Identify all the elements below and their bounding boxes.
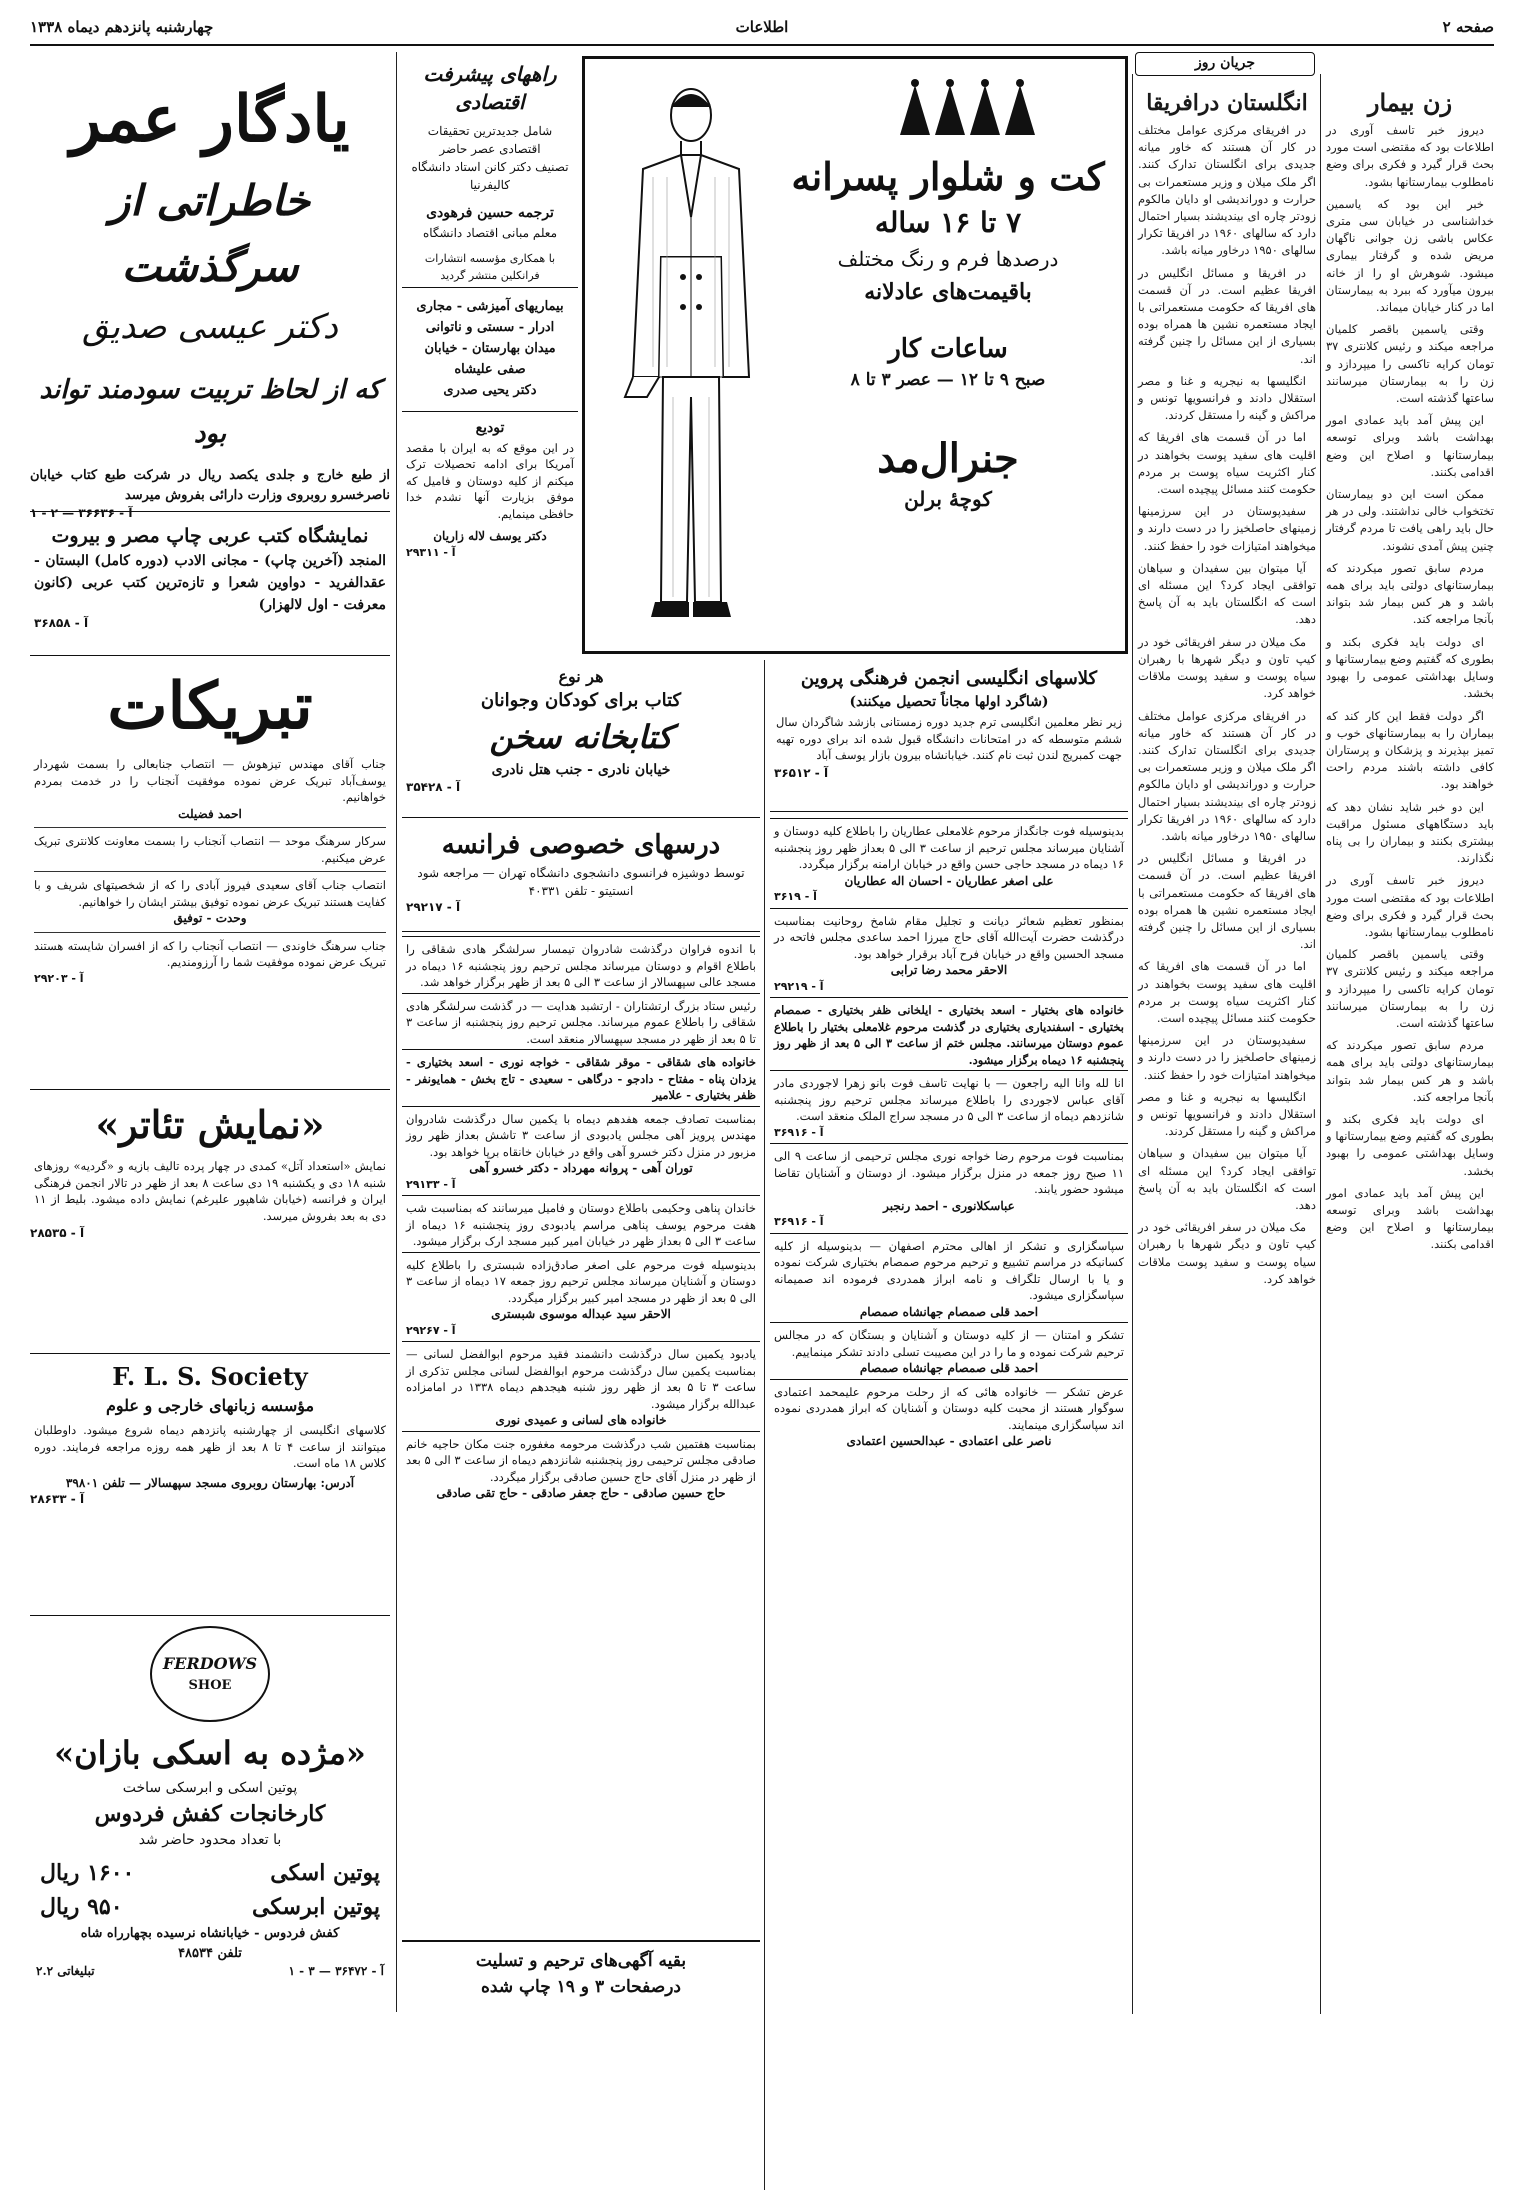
ad-subtitle: خاطراتی از سرگذشت <box>109 176 311 291</box>
ad-code: آ - ۲۹۲۱۷ <box>406 900 461 914</box>
ad-title: «مژده به اسکی بازان» <box>54 1734 366 1772</box>
obituary-notice <box>402 993 760 1050</box>
notice-signature: الاحقر محمد رضا ترابی <box>890 963 1008 977</box>
ad-title: درسهای خصوصی فرانسه <box>441 830 721 860</box>
article-paragraph: اما در آن قسمت های افریقا که اقلیت های سفید پوست بخواهند در کنار اکثریت سیاه پوست بر مردم حکومت کنند مسائل پیچیده است. <box>1138 959 1316 1025</box>
article-paragraph: این دو خبر شاید نشان دهد که باید دستگاههای مسئول مراقبت بیشتری بکنند و بیماران را بی پناه نگذارند. <box>1326 799 1494 866</box>
notice-text: خانواده های بختیار - اسعد بختیاری - ایلخانی ظفر بختیاری - صمصام بختیاری - اسفندیاری بختیاری در گذشت مرحوم غلامعلی بختیار را باطلاع عموم دوستان میرسانند. مجلس ختم از ساعت ۳ الی ۵ بعد از ظهر روز پنجشنبه ۱۶ دیماه برگزار میشود. <box>774 1003 1125 1067</box>
ad-children-books <box>402 662 760 818</box>
ad-line: معلم مبانی اقتصاد دانشگاه <box>422 226 558 240</box>
ad-line: صفی علیشاه <box>454 362 526 377</box>
ad-arabic-books <box>30 518 390 656</box>
article-title: انگلستان درافریقا <box>1146 90 1308 116</box>
masthead-rule <box>30 44 1494 46</box>
congrats-notice <box>30 752 390 989</box>
price-row <box>30 1856 390 1890</box>
ad-title: F. L. S. Society <box>112 1362 308 1391</box>
ad-text: توسط دوشیزه فرانسوی دانشجوی دانشگاه تهران — مراجعه شود انستیتو - تلفن ۴۰۳۳۱ <box>417 866 745 898</box>
notice-text: بمناسبت فوت مرحوم رضا خواجه نوری مجلس ترحیمی از ساعت ۹ الی ۱۱ صبح روز جمعه در منزل برگزار میشود. از دوستان و آشنایان تقاضا میشود حضور یابند. <box>774 1149 1124 1196</box>
notice-signature: احمد فضیلت <box>178 806 242 821</box>
product-price: ۹۵۰ ریال <box>40 1894 123 1920</box>
product-name: پوتین ابرسکی <box>252 1894 380 1920</box>
price-row <box>30 1890 390 1924</box>
ad-brand: کارخانجات کفش فردوس <box>94 1801 326 1827</box>
notice-text: خاندان پناهی وحکیمی باطلاع دوستان و فامیل میرسانند که بمناسبت شب هفت مرحوم یوسف پناهی مراسم یادبودی روز پنجشنبه ۱۶ دیماه از ساعت ۳ الی ۵ بعداز ظهر در خیابان امیر کبیر مسجد ارک برگزار میشود. <box>406 1201 756 1248</box>
notice-text: رئیس ستاد بزرگ ارتشتاران - ارتشبد هدایت — در گذشت سرلشگر هادی شقاقی را باطلاع عموم میرساند. مجلس ترحیم روز پنجشنبه از ساعت ۳ تا ۵ بعد از ظهر در مسجد سپهسالار منعقد است. <box>406 998 756 1046</box>
article-paragraph: مردم سابق تصور میکردند که بیمارستانهای دولتی باید برای همه باشد و هر کس بیمار شد بتواند بآنجا مراجعه کند. <box>1326 560 1494 627</box>
ad-title: نمایشگاه کتب عربی چاپ مصر و بیروت <box>51 525 369 547</box>
ad-motto: که از لحاظ تربیت سودمند تواند بود <box>39 375 381 449</box>
note-line: درصفحات ۳ و ۱۹ چاپ شده <box>481 1977 681 1997</box>
ad-note: با تعداد محدود حاضر شد <box>138 1832 282 1848</box>
ad-english-classes <box>770 662 1128 812</box>
more-notices-note <box>402 1940 760 2006</box>
brand-logo-icon <box>895 75 1055 145</box>
ad-title: «نمایش تئاتر» <box>95 1102 325 1147</box>
notice-signature: ناصر علی اعتمادی - عبدالحسین اعتمادی <box>846 1434 1052 1448</box>
ad-text: کلاسهای انگلیسی از چهارشنبه پانزدهم دیماه شروع میشود. داوطلبان میتوانند از ساعت ۴ تا ۸ بعد از ظهر همه روزه مراجعه فرمایند. دوره کلاس ۱۸ ماه است. <box>34 1423 386 1470</box>
obituary-notice <box>402 1252 760 1342</box>
product-name: پوتین اسکی <box>270 1860 380 1886</box>
ad-code: آ - ۳۵۴۲۸ <box>406 780 461 794</box>
column-head-label: جریان روز <box>1135 52 1315 76</box>
ad-title: کتابخانه سخن <box>489 718 673 756</box>
obituary-notice <box>770 1070 1128 1143</box>
obituary-notice <box>402 1106 760 1196</box>
ad-line: تصنیف دکتر کانن استاد دانشگاه کالیفرنیا <box>411 160 569 192</box>
notice-text: جناب آقای مهندس تیزهوش — انتصاب جنابعالی را بسمت شهردار یوسف‌آباد تبریک عرض نموده موفقیت آنجناب را در خدمت بمردم خواهانیم. <box>34 757 386 804</box>
ad-code: آ - ۲۹۲۶۷ <box>406 1323 456 1337</box>
ad-text: زیر نظر معلمین انگلیسی ترم جدید دوره زمستانی بازشد شاگردان سال ششم متوسطه که در امتحانات دانشگاه قبول شده اند برای دوره تهیه جهت کمبریج لندن ثبت نام کنند. خیابانشاه بیرون بازار یوسف آباد <box>776 715 1122 762</box>
article-paragraph: انگلیسها به نیجریه و غنا و مصر استقلال دادند و فرانسویها تونس و مراکش و گینه را مستقل کردند. <box>1138 1089 1316 1139</box>
article-paragraph: این پیش آمد باید عمادی امور بهداشت باشد وبرای توسعه بیمارستانها و اصلاح این وضع اقدامی بکنند. <box>1326 1185 1494 1252</box>
ad-code: آ - ۲۹۳۱۱ <box>406 545 456 559</box>
article-paragraph: وقتی یاسمین باقصر کلمیان مراجعه میکند و رئیس کلانتری ۳۷ تومان کرایه تاکسی را میپردازد و زن را به بیمارستان میرسانند ساعتها گذشته است. <box>1326 322 1494 406</box>
notice-text: جناب سرهنگ خاوندی — انتصاب آنجناب را که از افسران شایسته هستند تبریک عرض نموده موفقیت شما را آرزومندیم. <box>34 938 386 969</box>
notice-title: تودیع <box>475 420 505 436</box>
product-price: ۱۶۰۰ ریال <box>40 1860 135 1886</box>
obituary-notice <box>770 908 1128 998</box>
obituary-notice <box>770 1143 1128 1233</box>
ad-footer <box>30 1964 390 1978</box>
ad-title: کلاسهای انگلیسی انجمن فرهنگی پروین <box>800 668 1098 689</box>
ad-line: دکتر یحیی صدری <box>443 383 537 398</box>
column-divider <box>1320 74 1321 2014</box>
ad-congratulations <box>30 662 390 1090</box>
ad-title: یادگار عمر <box>70 82 350 157</box>
ad-code: آ - ۲۹۲۱۹ <box>774 979 824 993</box>
notice-text: تشکر و امتنان — از کلیه دوستان و آشنایان و بستگان که در مجالس ترحیم شرکت نموده و ما را در این مصیبت تسلی دادند تشکر مینماییم. <box>774 1328 1124 1359</box>
article-paragraph: در افریقا و مسائل انگلیس در افریقا عظیم است. در آن قسمت های افریقا که حکومت مستعمراتی با ایجاد مستعمره نشین ها همراه بوده بسیاری از این مسائل را چنین گرفته اند. <box>1138 265 1316 366</box>
article-paragraph: سفیدپوستان در این سرزمینها زمینهای حاصلخیز را در دست دارند و میخواهند امتیازات خود را حفظ کنند. <box>1138 1033 1316 1082</box>
article-paragraph: در افریقا و مسائل انگلیس در افریقا عظیم است. در آن قسمت های افریقا که حکومت مستعمراتی با ایجاد مستعمره نشین ها همراه بوده بسیاری از این مسائل را چنین گرفته اند. <box>1138 851 1316 952</box>
section-title: تبریکات <box>30 662 390 752</box>
notice-signature: خانواده های لسانی و عمیدی نوری <box>495 1413 667 1427</box>
page-number: صفحه ۲ <box>1442 18 1494 36</box>
notice-signature: دکتر یوسف لاله زاریان <box>433 529 547 543</box>
notice-text: انا لله وانا الیه راجعون — با نهایت تاسف فوت بانو زهرا لاجوردی مادر آقای عباس لاجوردی را باطلاع میرساند مجلس ترحیم روز پنجشنبه شانزدهم دیماه از ساعت ۳ الی ۵ در مسجد سراج الملک منعقد است. <box>774 1076 1124 1123</box>
notice-signature: احمد قلی صمصام جهانشاه صمصام <box>859 1304 1039 1319</box>
ad-code: آ - ۳۶۹۱۶ <box>774 1125 824 1139</box>
notice-signature: حاج حسین صادقی - حاج جعفر صادقی - حاج تقی صادقی <box>436 1486 726 1500</box>
article-sick-woman <box>1326 84 1494 2009</box>
ad-price-note: باقیمت‌های عادلانه <box>864 279 1032 305</box>
article-paragraph: مک میلان در سفر افریقائی خود در کیپ تاون و دیگر شهرها با رهبران سیاه پوست و سفید پوست ملاقات خواهد کرد. <box>1138 634 1316 701</box>
obituary-notice <box>770 997 1128 1070</box>
ad-memoir-book <box>30 56 390 520</box>
article-england-africa <box>1138 84 1316 2009</box>
article-paragraph: دیروز خبر تاسف آوری در اطلاعات بود که مقتضی است مورد بحث قرار گیرد و فکری برای وضع نامطلوب بیمارستانها بشود. <box>1326 873 1494 939</box>
ad-subtitle: پوتین اسکی و ابرسکی ساخت <box>122 1780 298 1796</box>
article-paragraph: سفیدپوستان در این سرزمینها زمینهای حاصلخیز را در دست دارند و میخواهند امتیازات خود را حفظ کنند. <box>1138 504 1316 553</box>
ad-address: خیابان نادری - جنب هتل نادری <box>491 762 671 778</box>
column-divider <box>1132 74 1133 2014</box>
column-divider <box>764 660 765 2190</box>
ad-info: از طبع خارج و جلدی یکصد ریال در شرکت طبع کتاب خیابان ناصرخسرو روبروی وزارت دارائی بفروش میرسد <box>30 468 390 503</box>
notice-signature: توران آهی - پروانه مهرداد - دکتر خسرو آهی <box>469 1161 693 1175</box>
ad-code: آ - ۲۸۶۳۳ <box>30 1491 85 1506</box>
newspaper-name: اطلاعات <box>735 18 789 36</box>
obituary-notice <box>770 1233 1128 1323</box>
ad-address: آدرس: بهارستان روبروی مسجد سپهسالار — تلفن ۳۹۸۰۱ <box>65 1475 355 1490</box>
agency-label: تبلیغاتی ۲.۲ <box>36 1964 95 1978</box>
ad-doctor <box>402 292 578 412</box>
ad-ferdows-shoes <box>30 1622 390 2010</box>
ad-code: آ - ۳۶۶۳۶ — ۲ - ۱ <box>30 506 133 520</box>
obituary-notice <box>402 1195 760 1252</box>
article-paragraph: در افریقای مرکزی عوامل مختلف در کار آن هستند که خاور میانه جدیدی برای انگلستان تدارک کنند. اگر ملک میلان و وزیر مستعمرات بی حرارت و دوراندیشی او دایان مالکوم زودتر چاره ای بیندیشند بسیار احتمال دارد که سالهای ۱۹۶۰ در افریقا تکرار سالهای ۱۹۵۰ درخاور میانه باشد. <box>1138 708 1316 843</box>
ad-author: دکتر عیسی صدیق <box>82 307 338 347</box>
notice-text: بمنظور تعظیم شعائر دیانت و تجلیل مقام شامخ روحانیت بمناسبت درگذشت حضرت آیت‌الله آقای حاج میرزا احمد ساعدی مجلس فاتحه در مسجد الحسین واقع در خیابان فرح آباد برقرار خواهد بود. <box>774 913 1124 961</box>
ad-line: با همکاری مؤسسه انتشارات فرانکلین منتشر گردید <box>424 252 556 282</box>
ad-code: آ - ۳۶۸۵۸ <box>34 616 89 630</box>
ad-code: آ - ۲۸۵۳۵ <box>30 1226 85 1240</box>
ad-text: نمایش «استعداد آتل» کمدی در چهار پرده تالیف بازیه و «گردیه» روزهای شنبه ۱۸ دی و یکشنبه ۱۹ دی ساعت ۸ بعد از ظهر در تالار انجمن فرهنگی ایران و فرانسه (خیابان شاهپور علیرغم) نمایش داده میشود. بلیط از ۱۱ دی به بعد بفروش میرسد. <box>34 1159 387 1223</box>
note-line: بقیه آگهی‌های ترحیم و تسلیت <box>475 1951 687 1971</box>
notice-text: سپاسگزاری و تشکر از اهالی محترم اصفهان — بدینوسیله از کلیه کسانیکه در مراسم تشییع و ترحیم مرحوم صمصام بختیاری شرکت نموده و یا با ارسال تلگراف و نامه ابراز همدردی فرموده اند صمیمانه سپاسگزاری میشود. <box>774 1238 1124 1302</box>
obituary-notice <box>770 1322 1128 1379</box>
notice-text: در این موقع که به ایران با مقصد آمریکا برای ادامه تحصیلات ترک میکنم از کلیه دوستان و فامیل که موفق بزیارت آنها نشدم خدا حافظی مینمایم. <box>406 440 574 521</box>
ad-fls-society <box>30 1360 390 1616</box>
ad-line: بیماریهای آمیزشی - مجاری <box>416 299 564 314</box>
obituary-notice <box>402 1431 760 1504</box>
ad-code: آ - ۳۶۱۹ <box>774 890 817 903</box>
article-paragraph: وقتی یاسمین باقصر کلمیان مراجعه میکند و رئیس کلانتری ۳۷ تومان کرایه تاکسی را میپردازد و زن را به بیمارستان میرسانند ساعتها گذشته است. <box>1326 947 1494 1030</box>
notice-signature: الاحقر سید عبداله موسوی شبستری <box>491 1307 671 1321</box>
article-paragraph: مک میلان در سفر افریقائی خود در کیپ تاون و دیگر شهرها با رهبران سیاه پوست و سفید پوست ملاقات خواهد کرد. <box>1138 1220 1316 1286</box>
notice-signature: عباسکلانوری - احمد رنجبر <box>883 1198 1015 1213</box>
obituary-notice <box>770 1379 1128 1452</box>
notice-signature: وحدت - توفیق <box>173 911 247 925</box>
notice-text: یادبود یکمین سال درگذشت دانشمند فقید مرحوم ابوالفضل لسانی — بمناسبت یکمین سال درگذشت مرحوم ابوالفضل لسانی مجلس تذکری از ساعت ۳ تا ۵ بعد از ظهر روز شنبه هیجدهم دیماه ۱۳۳۸ در امامزاده عبدالله برگزار میشود. <box>406 1347 756 1411</box>
notice-text: عرض تشکر — خانواده هائی که از رحلت مرحوم علیمحمد اعتمادی سوگوار هستند از محبت کلیه دوستان و آشنایان که ابراز همدردی نموده اند سپاسگزاری مینمایند. <box>774 1384 1124 1432</box>
article-title: زن بیمار <box>1367 88 1453 117</box>
ad-hours: صبح ۹ تا ۱۲ — عصر ۳ تا ۸ <box>850 370 1046 390</box>
notice-text: سرکار سرهنگ موحد — انتصاب آنجناب را بسمت معاونت کلانتری تبریک عرض میکنیم. <box>34 834 386 865</box>
ad-hours-label: ساعات کار <box>888 334 1008 364</box>
article-paragraph: خبر این بود که یاسمین خداشناسی در خیابان سی متری عکاس باشی زن جوانی ناگهان مریض شده و گرفتار بیماری میشود. شوهرش او را از خانه بیرون میآورد که ببرد به بیمارستان اما در کنار خیابان میماند. <box>1326 196 1494 315</box>
article-paragraph: اگر دولت فقط این کار کند که بیماران را به بیمارستانهای خوب و تمیز بپذیرند و پزشکان و پرستاران کافی داشته باشند مردم راحت خواهند بود. <box>1326 708 1494 792</box>
ad-code: آ - ۳۶۹۱۶ <box>774 1215 824 1228</box>
ad-title: کت و شلوار پسرانه <box>791 154 1105 199</box>
obituary-notice <box>402 1049 760 1106</box>
ad-code: آ - ۳۶۴۷۲ — ۳ - ۱ <box>288 1964 384 1978</box>
article-paragraph: آیا میتوان بین سفیدان و سیاهان توافقی ایجاد کرد؟ این مسئله ای است که انگلستان باید به آن پاسخ دهد. <box>1138 560 1316 627</box>
article-paragraph: ممکن است این دو بیمارستان تختخواب خالی نداشتند. ولی در هر حال باید راهی یافت تا مردم گرفتار چنین پیش آمدی نشوند. <box>1326 487 1494 553</box>
ad-code: آ - ۲۹۱۳۳ <box>406 1177 456 1191</box>
ad-address: کفش فردوس - خیابانشاه نرسیده بچهارراه شاه <box>80 1926 340 1941</box>
article-paragraph: مردم سابق تصور میکردند که بیمارستانهای دولتی باید برای همه باشد و هر کس بیمار شد بتواند بآنجا مراجعه کند. <box>1326 1038 1494 1104</box>
ad-variety: درصدها فرم و رنگ مختلف <box>837 247 1059 271</box>
notice-signature: علی اصغر عطاریان - احسان اله عطاریان <box>844 873 1054 888</box>
article-paragraph: آیا میتوان بین سفیدان و سیاهان توافقی ایجاد کرد؟ این مسئله ای است که انگلستان باید به آن پاسخ دهد. <box>1138 1146 1316 1212</box>
notice-text: بدینوسیله فوت جانگداز مرحوم غلامعلی عطاریان را باطلاع کلیه دوستان و آشنایان میرساند مجلس ترحیم از ساعت ۳ الی ۵ بعداز ظهر روز پنجشنبه ۱۶ دیماه در مسجد حاجی حسن واقع در خیابان ارامنه برگزار میگردد. <box>774 824 1124 871</box>
obituary-column-mid <box>770 818 1128 2190</box>
article-paragraph: دیروز خبر تاسف آوری در اطلاعات بود که مقتضی است مورد بحث قرار گیرد و فکری برای وضع نامطلوب بیمارستانها بشود. <box>1326 123 1494 189</box>
ad-subtitle: مؤسسه زبانهای خارجی و علوم <box>105 1396 315 1415</box>
ad-address: کوچهٔ برلن <box>904 487 992 511</box>
ad-brand: جنرال‌مد <box>877 435 1019 482</box>
notice-text: انتصاب جناب آقای سعیدی فیروز آبادی را که از شخصیتهای شریف و با کفایت هستند تبریک عرض نموده توفیق بیشتر ایشان را خواهانیم. <box>34 878 386 909</box>
ad-phone: تلفن ۴۸۵۳۴ <box>178 1946 242 1961</box>
issue-date: چهارشنبه پانزدهم دیماه ۱۳۳۸ <box>30 18 214 36</box>
notice-text: بدینوسیله فوت مرحوم علی اصغر صادق‌زاده شبستری را باطلاع کلیه دوستان و آشنایان میرساند مجلس ترحیم روز جمعه ۱۷ دیماه از ساعت ۳ الی ۵ بعد از ظهر در مسجد امیر کبیر برگزار میگردد. <box>406 1257 756 1305</box>
notice-text: با اندوه فراوان درگذشت شادروان تیمسار سرلشگر هادی شقاقی را باطلاع اقوام و دوستان میرساند مجلس ترحیم روز پنجشنبه ۱۶ دیماه در مسجد عالی سپهسالار از ساعت ۳ الی ۵ بعد از ظهر برگزار خواهد شد. <box>406 942 756 989</box>
ad-line: میدان بهارستان - خیابان <box>424 341 556 356</box>
notice-text: بمناسبت هفتمین شب درگذشت مرحومه مغفوره جنت مکان حاجیه خانم صادقی مجلس ترحیمی روز پنجشنبه شانزدهم دیماه از ساعت ۳ الی ۵ بعد از ظهر در منزل آقای حاج حسین صادقی برگزار میگردد. <box>406 1436 756 1484</box>
ad-line: هر نوع <box>558 667 604 686</box>
ad-code: آ - ۳۶۵۱۲ <box>774 765 829 780</box>
column-divider <box>396 52 397 2012</box>
ad-text: المنجد (آخرین چاپ) - مجانی الادب (دوره کامل) البستان - عقدالفرید - دواوین شعرا و تازه‌ترین کتب عربی (کانون معرفت - اول لالهزار) <box>34 553 386 613</box>
obituary-notice <box>770 818 1128 908</box>
article-paragraph: انگلیسها به نیجریه و غنا و مصر استقلال دادند و فرانسویها تونس و مراکش و گینه را مستقل کردند. <box>1138 373 1316 423</box>
suit-illustration <box>603 77 778 637</box>
ad-boys-suits <box>582 56 1128 654</box>
article-paragraph: ای دولت باید فکری بکند و بطوری که گفتیم وضع بیمارستانها و وسایل بهداشتی عمومی را بهبود بخشد. <box>1326 634 1494 701</box>
ferdows-logo-icon: FERDOWS SHOE <box>150 1626 270 1722</box>
ad-line: ترجمه حسین فرهودی <box>426 205 554 221</box>
ad-farewell <box>402 416 578 654</box>
article-paragraph: اما در آن قسمت های افریقا که اقلیت های سفید پوست بخواهند در کنار اکثریت سیاه پوست بر مردم حکومت کنند مسائل پیچیده است. <box>1138 430 1316 497</box>
ad-code: آ - ۲۹۲۰۳ <box>34 971 84 985</box>
obituary-notice <box>402 936 760 993</box>
ad-subtitle: (شاگرد اولها مجاناً تحصیل میکنند) <box>849 694 1049 710</box>
ad-title: راههای پیشرفت اقتصادی <box>423 62 557 114</box>
article-paragraph: این پیش آمد باید عمادی امور بهداشت باشد وبرای توسعه بیمارستانها و اصلاح این وضع اقدامی بکنند. <box>1326 413 1494 479</box>
ad-french-lessons <box>402 822 760 932</box>
obituary-notice <box>402 1341 760 1431</box>
notice-signature: احمد قلی صمصام جهانشاه صمصام <box>859 1361 1039 1375</box>
ad-age-range: ۷ تا ۱۶ ساله <box>874 206 1022 239</box>
notice-text: خانواده های شقاقی - موقر شقاقی - خواجه نوری - اسعد بختیاری - یزدان پناه - مفتاح - دادجو - درگاهی - سعیدی - تاج بخش - همایونفر - ظفر بختیاری - علامیر <box>406 1055 756 1102</box>
article-paragraph: ای دولت باید فکری بکند و بطوری که گفتیم وضع بیمارستانها و وسایل بهداشتی عمومی را بهبود بخشد. <box>1326 1111 1494 1178</box>
notice-text: بمناسبت تصادف جمعه هفدهم دیماه با یکمین سال درگذشت شادروان مهندس پرویز آهی مجلس یادبودی از ساعت ۳ تاشش بعداز ظهر روز مزبور در منزل دکتر خسرو آهی واقع در خیابان خانقاه برپا خواهد بود. <box>406 1111 756 1159</box>
ad-line: شامل جدیدترین تحقیقات اقتصادی عصر حاضر <box>427 124 553 156</box>
article-paragraph: در افریقای مرکزی عوامل مختلف در کار آن هستند که خاور میانه جدیدی برای انگلستان تدارک کنند. اگر ملک میلان و وزیر مستعمرات بی حرارت و دوراندیشی او دایان مالکوم زودتر چاره ای بیندیشند بسیار احتمال دارد که سالهای ۱۹۶۰ در افریقا تکرار سالهای ۱۹۵۰ درخاور میانه باشد. <box>1138 123 1316 258</box>
ad-economic-book <box>402 56 578 288</box>
masthead <box>30 18 1494 40</box>
ad-line: ادرار - سستی و ناتوانی <box>425 320 555 335</box>
ad-theater <box>30 1096 390 1354</box>
ad-line: کتاب برای کودکان وجوانان <box>480 690 682 711</box>
